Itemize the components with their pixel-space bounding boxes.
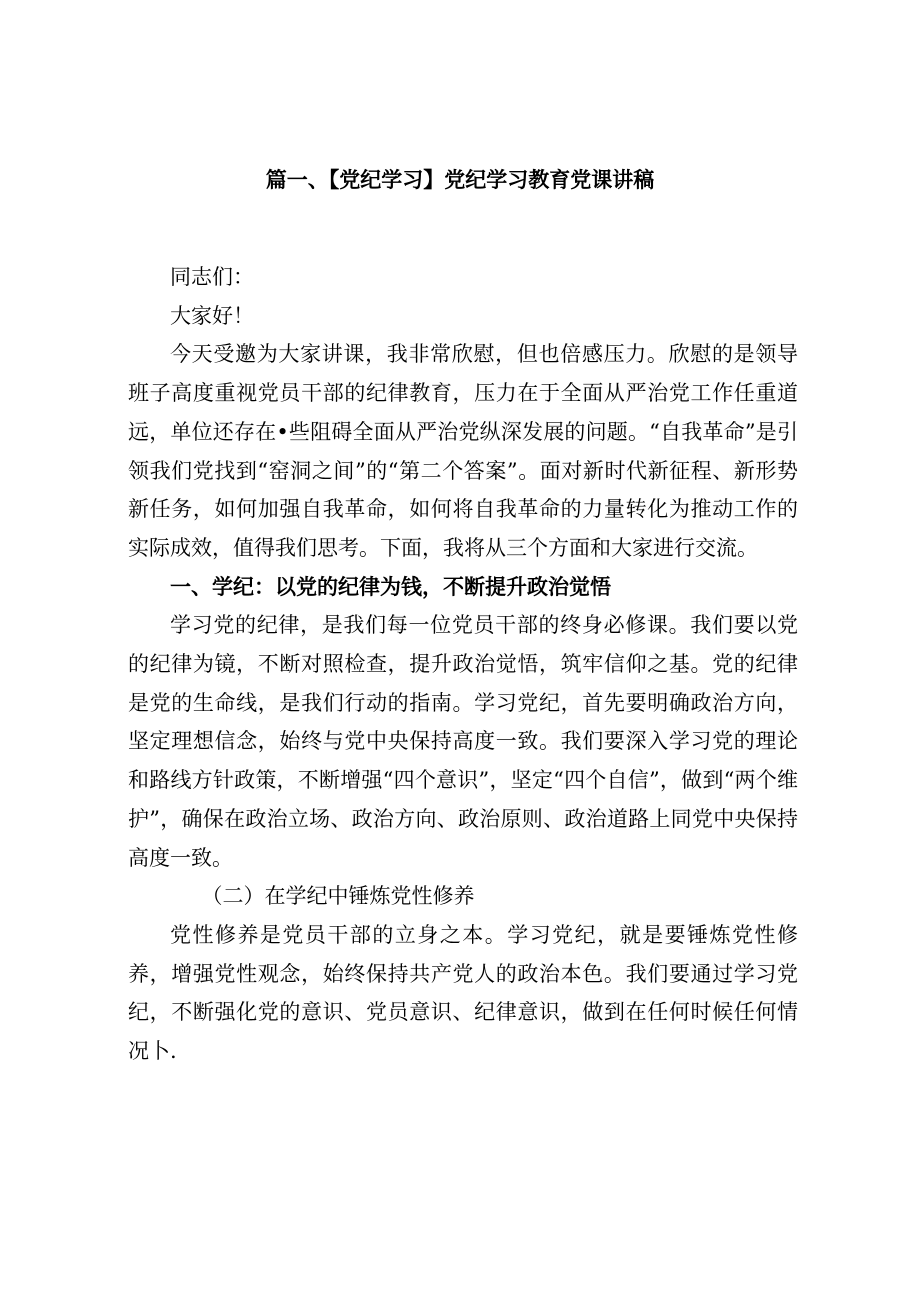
salutation: 大家好！ bbox=[170, 303, 254, 328]
intro-paragraph: 今天受邀为大家讲课，我非常欣慰，但也倍感压力。欣慰的是领导班子高度重视党员干部的纪律教育，压力在于全面从严治党工作任重道远，单位还存在•些阻碍全面从严治党纵深发展的问题。“自我革命”是引领我们党找到“窑洞之间”的“第二个答案”。面对新时代新征程、新形势新任务，如何加强自我革命，如何将自我革命的力量转化为推动工作的实际成效，值得我们思考。下面，我将从三个方面和大家进行交流。 bbox=[128, 342, 798, 560]
subsection-heading-2: （二）在学纪中锤炼党性修养 bbox=[201, 884, 475, 909]
subsection-2-paragraph: 党性修养是党员干部的立身之本。学习党纪，就是要锤炼党性修养，增强党性观念，始终保持共产党人的政治本色。我们要通过学习党纪，不断强化党的意识、党员意识、纪律意识，做到在任何时候任何情况卜. bbox=[128, 922, 798, 1064]
section-heading-1: 一、学纪：以党的纪律为钱，不断提升政治觉悟 bbox=[170, 573, 611, 599]
document-title: 篇一、【党纪学习】党纪学习教育党课讲稿 bbox=[265, 167, 655, 192]
section-1-paragraph: 学习党的纪律，是我们每一位党员干部的终身必修课。我们要以党的纪律为镜，不断对照检查，提升政治觉悟，筑牢信仰之基。党的纪律是党的生命线，是我们行动的指南。学习党纪，首先要明确政治方向，坚定理想信念，始终与党中央保持高度一致。我们要深入学习党的理论和路线方针政策，不断增强“四个意识”，坚定“四个自信”，做到“两个维护”，确保在政治立场、政治方向、政治原则、政治道路上同党中央保持高度一致。 bbox=[128, 613, 798, 870]
greeting: 同志们： bbox=[170, 265, 254, 289]
document-body bbox=[128, 258, 798, 1071]
